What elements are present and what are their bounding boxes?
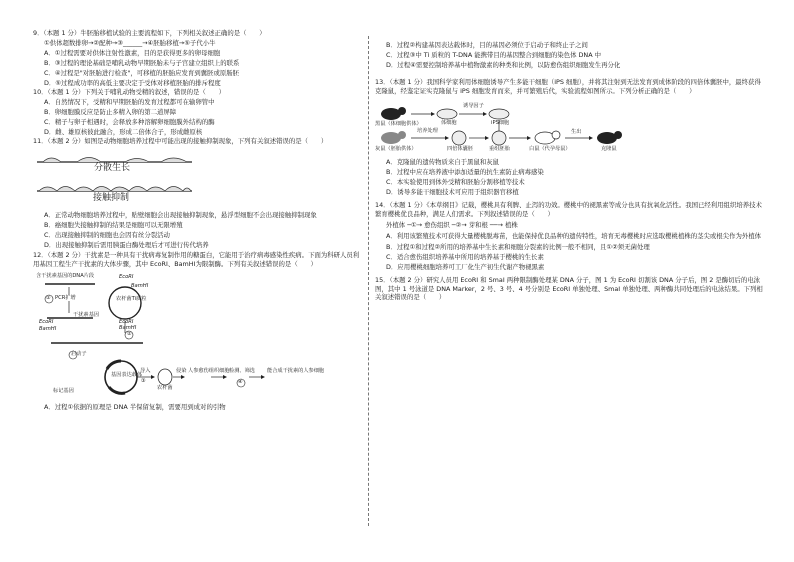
option-a: A．克隆鼠的遗传物质来自于黑鼠和灰鼠 xyxy=(386,157,500,166)
option-b: B．过程①和过程②所用的培养基中生长素和细胞分裂素的比例一般不相同，且①②须无菌处理 xyxy=(386,242,650,251)
figure-label-factor: 诱导因子 xyxy=(463,102,484,109)
figure-label-promoter: 启动子 xyxy=(71,350,87,357)
figure-label-step1: ① xyxy=(46,294,51,301)
figure-label-ips: iPS细胞 xyxy=(491,119,510,126)
figure-label-ecori-right: EcoRⅠ xyxy=(119,318,134,325)
option-b: B．过程中应在培养液中添加适量的抗生素防止病毒感染 xyxy=(386,167,544,176)
figure-label-tissue: 人参愈伤组织细胞 xyxy=(188,367,230,374)
right-column xyxy=(375,30,763,302)
question-stem: 9．（本题 1 分）牛胚胎移植试验的主要流程如下，下列相关叙述正确的是（ ） xyxy=(33,29,266,37)
question-stem: 12．（本题 2 分）干扰素是一种具有干扰病毒复制作用的糖蛋白，它能用于治疗病毒感染性疾病。下面为科研人员利用基因工程生产干扰素的大体步骤，其中 EcoRⅠ、BamHⅠ为限制酶。下列有关叙述错误的是（ ） xyxy=(33,251,360,269)
figure-label-ecori-top: EcoRⅠ xyxy=(119,273,134,280)
figure-label-vector: 基因表达载体 xyxy=(111,371,143,378)
option-d: D．应用樱桃细胞培养可工厂化生产初生代谢产物褪黑素 xyxy=(386,262,545,271)
figure-label-bamhi-right: BamHⅠ xyxy=(119,324,137,331)
option-a: A．自然情况下，受精和早期胚胎的发育过程都可在输卵管中 xyxy=(44,97,215,106)
option-a: A．利用该繁殖技术可获得大量樱桃脱毒苗，也能保持优良品种的遗传特性，培育无毒樱桃时应选取樱桃植株的茎尖或根尖作为外植体 xyxy=(386,231,762,240)
option-d: D．出现接触抑制后需用胰蛋白酶处理后才可进行传代培养 xyxy=(44,240,209,249)
question-stem: 15．（本题 2 分）研究人员用 EcoRⅠ 和 SmaⅠ 两种限制酶处理某 DNA 分子，图 1 为 EcoRⅠ 切割该 DNA 分子后，图 2 是酶切后的电泳图，其中 1 号泳道是 DNA Marker，2 号、3 号、4 号分别是 EcoRⅠ 单独处理、SmaⅠ 单独处理、两种酶共同处理后的电泳结果。下列相关叙述错误的是（ ） xyxy=(375,276,763,302)
option-b: B．过程②构建基因表达载体时，目的基因必须位于启动子和终止子之间 xyxy=(386,41,588,49)
question-stem: 11．（本题 2 分）如图是动物细胞培养过程中可能出现的接触抑制现象，下列有关叙述错误的是（ ） xyxy=(33,137,328,146)
question-stem: 10．（本题 1 分）下列关于哺乳动物受精的叙述，错误的是（ ） xyxy=(33,88,225,97)
figure-label-step4: ④ xyxy=(238,378,243,385)
gene-engineering-diagram xyxy=(33,273,333,401)
option-c: C．本实验使用到体外受精和胚胎分割移植等技术 xyxy=(386,177,525,186)
option-a: A．过程①依据的原理是 DNA 半保留复制，需要用到成对的引物 xyxy=(44,402,226,411)
question-10 xyxy=(33,89,363,135)
figure-label-screen: 检测、筛选 xyxy=(229,367,255,374)
figure-label-dna: 含干扰素基因的DNA片段 xyxy=(36,272,95,279)
figure-label-infect: 侵染 xyxy=(176,367,187,374)
option-c: C．过程③中 Ti 质粒的 T-DNA 能携带目的基因整合到细胞的染色体 DNA 中 xyxy=(386,51,602,59)
option-c: C．精子与卵子相遇时，会释放多种溶解卵细胞膜外结构的酶 xyxy=(44,117,215,126)
question-stem: 13．（本题 1 分）我国科学家利用体细胞诱导产生多能干细胞（iPS 细胞），并将其注射到无法发育到成体阶段的四倍体囊胚中，最终获得克隆鼠，经鉴定证实克隆鼠与 iPS 细胞发育而来，并可繁殖后代，实验流程如图所示。下列分析正确的是（ ） xyxy=(375,78,761,96)
option-c: C．出现接触抑制的细胞也会因有丝分裂活动 xyxy=(44,230,170,239)
figure-label-gray-mouse: 灰鼠（胚胎供体） xyxy=(375,145,417,152)
option-a: A．①过程需要对供体注射性激素，目的是获得更多的卵母细胞 xyxy=(44,48,221,57)
figure-label-product-cell: 能合成干扰素的人参细胞 xyxy=(267,367,325,374)
option-b: B．③过程的理论基础是哺乳动物早期胚胎未与子宫建立组织上的联系 xyxy=(44,58,240,67)
option-d: D．诱导多能干细胞技术可应用于组织器官移植 xyxy=(386,187,519,196)
option-b: B．癌细胞失接触抑制的结果是细胞可以无限增殖 xyxy=(44,220,183,229)
option-d: D．雌、雄原核彼此融合，形成二倍体合子，形成雌原核 xyxy=(44,127,203,136)
figure-label-ecori-left: EcoRⅠ xyxy=(39,318,54,325)
figure-label-bamhi-top: BamHⅠ xyxy=(131,282,149,289)
figure-label-agro: 农杆菌 xyxy=(157,384,173,391)
figure-label-pcr: PCR扩增 xyxy=(55,294,76,301)
option-c: C．适合愈伤组织培养基中所用的培养基于樱桃的生长素 xyxy=(386,252,544,261)
question-12-continued xyxy=(375,42,763,68)
figure-label-step3: ③ xyxy=(141,377,146,384)
option-b: B．卵细胞膜反应是防止多精入卵的第二道屏障 xyxy=(44,107,177,116)
contact-inhibition-figure xyxy=(37,151,363,208)
figure-label-gene: 干扰素基因 xyxy=(73,311,99,318)
cloned-mouse-figure xyxy=(375,102,763,155)
figure-label-clone: 克隆鼠 xyxy=(601,145,617,152)
figure-label-white-mouse: 白鼠（代孕母鼠） xyxy=(529,145,571,152)
figure-label-embryo: 重组胚胎 xyxy=(489,145,510,152)
gene-engineering-figure xyxy=(33,273,363,401)
left-column xyxy=(33,30,363,410)
question-11 xyxy=(33,138,363,248)
question-stem: 14．（本题 1 分）《本草纲目》记载，樱桃具有利脾、止泻的功效。樱桃中的褪黑素等成分也具有抗氧化活性。我国已经利用组织培养技术繁育樱桃优良品种，满足人们需求。下列叙述错误的是（ ） xyxy=(375,201,762,218)
question-15 xyxy=(375,276,763,302)
figure-label-somatic-cells: 体细胞 xyxy=(441,119,457,126)
question-9 xyxy=(33,30,363,86)
figure-label-import: 导入 xyxy=(140,367,151,374)
option-d: D．⑤过程成功率的高低主要决定于受体对移植胚胎的排斥程度 xyxy=(44,78,221,87)
figure-label-ti-plasmid: 农杆菌Ti质粒 xyxy=(116,295,147,302)
figure-label-born: 生出 xyxy=(571,128,582,135)
option-d: D．过程④需要控制培养基中植物激素的种类和比例，以防愈伤组织细胞发生再分化 xyxy=(386,61,621,69)
figure-label-dispersed-growth: 分散生长 xyxy=(94,162,131,173)
figure-label-marker: 标记基因 xyxy=(53,387,74,394)
question-14 xyxy=(375,201,763,270)
process-flow: ①供体超数排卵→②配种→③______→④胚胎移植→⑤子代小牛 xyxy=(44,38,216,47)
option-c: C．④过程是"对胚胎进行检查"，可移植的胚胎应发育到囊胚或原肠胚 xyxy=(44,68,240,77)
question-13 xyxy=(375,78,763,195)
figure-label-contact-inhibition: 接触抑制 xyxy=(93,192,130,203)
question-12 xyxy=(33,251,363,410)
option-a: A．正常动物细胞培养过程中，贴壁细胞会出现接触抑制现象，悬浮型细胞不会出现接触抑制现象 xyxy=(44,210,317,219)
figure-label-black-mouse: 黑鼠（体细胞供体） xyxy=(375,120,422,127)
figure-label-step2: ② xyxy=(127,330,132,337)
figure-label-culture: 培养处理 xyxy=(417,127,438,134)
figure-label-bamhi-left: BamHⅠ xyxy=(39,325,57,332)
column-divider xyxy=(368,36,369,526)
figure-label-tetraploid: 四倍体囊胚 xyxy=(447,145,473,152)
process-flow: 外植体 ─①→ 愈伤组织 ─②→ 芽和根 ──→ 植株 xyxy=(386,220,518,229)
